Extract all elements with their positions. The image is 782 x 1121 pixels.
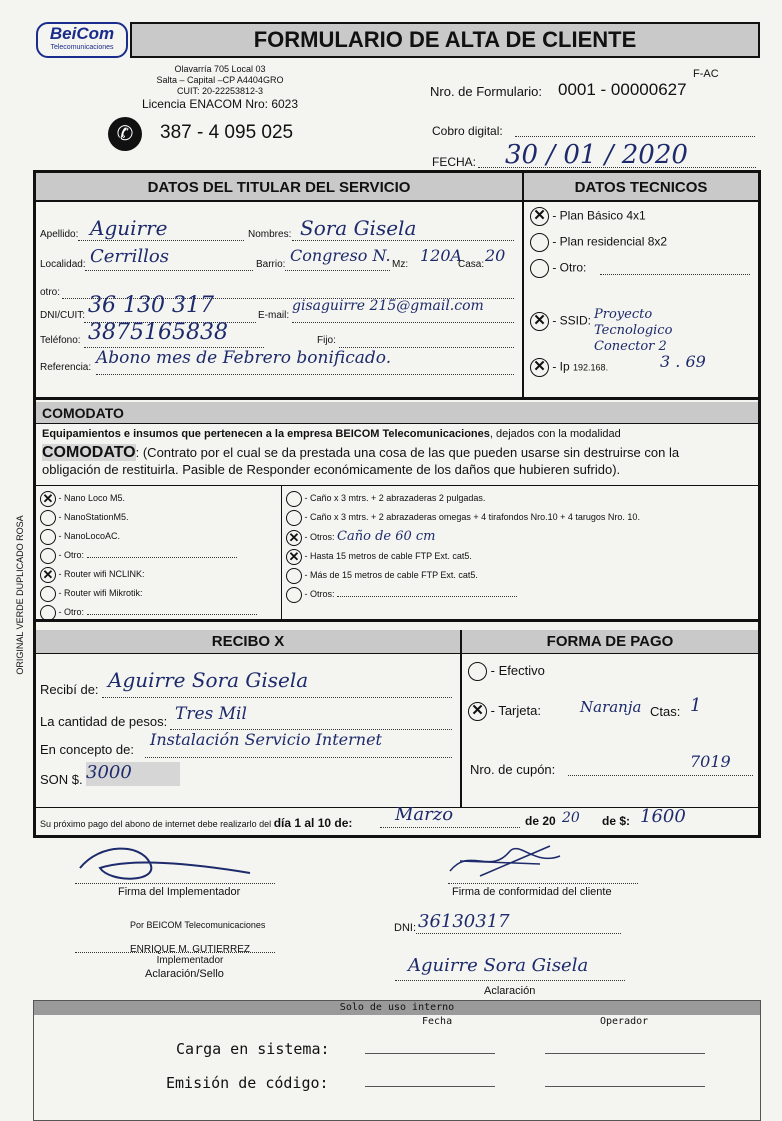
right-otros-option[interactable] bbox=[286, 527, 640, 547]
concepto-field bbox=[145, 757, 452, 758]
implementador-label: Firma del Implementador bbox=[118, 886, 241, 898]
router-nclink-check-icon: ✕ bbox=[40, 567, 56, 583]
nombres-label: Nombres: bbox=[248, 229, 292, 240]
cupon-field bbox=[568, 775, 753, 776]
left-otro-option[interactable] bbox=[40, 546, 257, 565]
comodato-def-1: : (Contrato por el cual se da prestada una cosa de las que pueden usarse sin destruirse con la bbox=[135, 445, 680, 460]
carga-label: Carga en sistema: bbox=[176, 1040, 330, 1058]
address-line-2: Salta – Capital –CP A4404GRO bbox=[156, 75, 284, 85]
comodato-definition bbox=[42, 444, 757, 478]
cliente-line bbox=[448, 883, 638, 884]
dni-label: DNI/CUIT: bbox=[40, 310, 85, 321]
apellido-value[interactable]: Aguirre bbox=[90, 216, 168, 240]
comodato-top-rule bbox=[36, 485, 758, 486]
efectivo-radio-icon bbox=[468, 662, 487, 681]
router-mikrotik-radio-icon bbox=[40, 586, 56, 602]
cano-omegas-radio-icon bbox=[286, 510, 302, 526]
ip-value[interactable]: 3 . 69 bbox=[660, 352, 706, 371]
fecha-value: 30 / 01 / 2020 bbox=[505, 140, 688, 170]
router-nclink-option[interactable] bbox=[40, 565, 257, 584]
proximo-monto-label: de $: bbox=[602, 814, 631, 828]
pesos-label: La cantidad de pesos: bbox=[40, 714, 168, 729]
referencia-value[interactable]: Abono mes de Febrero bonificado. bbox=[96, 348, 392, 368]
dni-value[interactable]: 36 130 317 bbox=[88, 293, 214, 318]
implementador-signature bbox=[70, 838, 270, 888]
emision-operador-field[interactable] bbox=[545, 1086, 705, 1087]
ssid-check-icon: ✕ bbox=[530, 312, 549, 331]
ip-option[interactable] bbox=[530, 358, 608, 377]
email-label: E-mail: bbox=[258, 310, 290, 321]
recibi-value[interactable]: Aguirre Sora Gisela bbox=[108, 668, 309, 692]
mz-value[interactable]: 120A bbox=[420, 246, 463, 265]
tarjeta-value[interactable]: Naranja bbox=[580, 698, 642, 716]
son-label: SON $. bbox=[40, 772, 83, 787]
casa-value[interactable]: 20 bbox=[485, 246, 506, 265]
cano-2pulg-option[interactable] bbox=[286, 489, 640, 508]
plan-residencial-radio-icon bbox=[530, 233, 549, 252]
left-otro2-option[interactable] bbox=[40, 603, 257, 622]
tecnicos-title: DATOS TECNICOS bbox=[574, 179, 708, 196]
titular-title: DATOS DEL TITULAR DEL SERVICIO bbox=[147, 179, 411, 196]
internal-title: Solo de uso interno bbox=[339, 1002, 455, 1013]
nombres-field bbox=[292, 240, 514, 241]
ip-prefix: 192.168. bbox=[573, 362, 609, 373]
apellido-field bbox=[78, 240, 244, 241]
recibi-field bbox=[102, 697, 452, 698]
referencia-label: Referencia: bbox=[40, 362, 92, 373]
tecnico-otro-label: - Otro: bbox=[552, 260, 587, 275]
router-mikrotik-option[interactable] bbox=[40, 584, 257, 603]
cable-15m-label: - Hasta 15 metros de cable FTP Ext. cat5. bbox=[304, 551, 472, 561]
left-otro-label: - Otro: bbox=[58, 550, 85, 560]
cable-15m-option[interactable] bbox=[286, 547, 640, 566]
comodato-right-list bbox=[286, 489, 640, 604]
telefono-label: Teléfono: bbox=[40, 335, 81, 346]
otro-label: otro: bbox=[40, 287, 61, 298]
right-otros2-radio-icon bbox=[286, 587, 302, 603]
nanoloco-m5-label: - Nano Loco M5. bbox=[58, 493, 126, 503]
cliente-label: Firma de conformidad del cliente bbox=[452, 886, 612, 898]
implementador-line bbox=[75, 883, 275, 884]
logo-text: BeiCom bbox=[49, 24, 115, 43]
comodato-def-2: obligación de restituirla. Pasible de Responder económicamente de los daños que hubieren sufrido). bbox=[42, 462, 621, 477]
internal-box bbox=[33, 1000, 761, 1121]
pesos-value[interactable]: Tres Mil bbox=[175, 704, 247, 724]
internal-fecha-label: Fecha bbox=[422, 1016, 453, 1027]
title-bar bbox=[130, 22, 760, 58]
tecnicos-header bbox=[524, 173, 758, 202]
mz-label: Mz: bbox=[392, 259, 409, 270]
fecha-field[interactable] bbox=[478, 167, 756, 168]
nanostation-option[interactable] bbox=[40, 508, 257, 527]
proximo-anio-label: de 20 bbox=[525, 814, 556, 828]
concepto-value[interactable]: Instalación Servicio Internet bbox=[150, 730, 382, 749]
cable-mas15m-option[interactable] bbox=[286, 566, 640, 585]
left-otro2-label: - Otro: bbox=[58, 607, 85, 617]
cable-mas15m-label: - Más de 15 metros de cable FTP Ext. cat5. bbox=[304, 570, 478, 580]
recibi-label: Recibí de: bbox=[40, 682, 99, 697]
localidad-value[interactable]: Cerrillos bbox=[90, 246, 169, 267]
nanolocoac-label: - NanoLocoAC. bbox=[58, 531, 121, 541]
comodato-word: COMODATO bbox=[42, 444, 136, 461]
tarjeta-option[interactable] bbox=[468, 702, 541, 721]
por-beicom: Por BEICOM Telecomunicaciones bbox=[130, 920, 266, 930]
casa-label: Casa: bbox=[458, 259, 485, 270]
ip-label: - Ip bbox=[552, 359, 570, 374]
cobro-field[interactable] bbox=[515, 136, 755, 137]
recibo-header bbox=[36, 630, 460, 654]
localidad-field bbox=[85, 270, 253, 271]
localidad-label: Localidad: bbox=[40, 259, 86, 270]
whatsapp-icon: ✆ bbox=[108, 117, 142, 151]
comodato-header bbox=[36, 402, 758, 424]
barrio-field bbox=[285, 270, 390, 271]
cliente-dni-field bbox=[416, 933, 621, 934]
logo-subtext: Telecomunicaciones bbox=[50, 44, 114, 51]
comodato-intro bbox=[42, 428, 757, 440]
cuit: CUIT: 20-22253812-3 bbox=[176, 86, 264, 96]
nanostation-radio-icon bbox=[40, 510, 56, 526]
aclaracion-sello-label: Aclaración/Sello bbox=[145, 968, 224, 980]
proximo-bold: día 1 al 10 de: bbox=[273, 816, 353, 830]
efectivo-label: - Efectivo bbox=[490, 662, 545, 678]
nanostation-label: - NanoStationM5. bbox=[58, 512, 129, 522]
concepto-label: En concepto de: bbox=[40, 742, 134, 757]
tecnico-otro-field[interactable] bbox=[600, 274, 750, 275]
ctas-value[interactable]: 1 bbox=[690, 695, 702, 716]
telefono-value[interactable]: 3875165838 bbox=[88, 320, 228, 345]
titular-divider bbox=[522, 173, 524, 397]
form-number-label: Nro. de Formulario: bbox=[430, 84, 542, 99]
comodato-intro-rest: , dejados con la modalidad bbox=[489, 428, 621, 440]
titular-header bbox=[36, 173, 522, 202]
router-mikrotik-label: - Router wifi Mikrotik: bbox=[58, 588, 143, 598]
cable-15m-check-icon: ✕ bbox=[286, 549, 302, 565]
proximo-mes-field bbox=[380, 827, 520, 828]
tecnico-otro-option[interactable] bbox=[530, 259, 586, 278]
comodato-title: COMODATO bbox=[42, 405, 124, 421]
tarjeta-label: - Tarjeta: bbox=[490, 702, 541, 718]
left-otro-radio-icon bbox=[40, 548, 56, 564]
tarjeta-check-icon: ✕ bbox=[468, 702, 487, 721]
right-otros-value: Caño de 60 cm bbox=[337, 529, 436, 544]
cano-omegas-option[interactable] bbox=[286, 508, 640, 527]
aclaracion-line bbox=[395, 980, 625, 981]
cable-mas15m-radio-icon bbox=[286, 568, 302, 584]
referencia-field bbox=[96, 374, 514, 375]
ssid-option[interactable] bbox=[530, 312, 591, 331]
right-otros2-option[interactable] bbox=[286, 585, 640, 604]
nanoloco-m5-check-icon: ✕ bbox=[40, 491, 56, 507]
email-field bbox=[292, 322, 514, 323]
proximo-anio[interactable]: 20 bbox=[562, 810, 580, 826]
cliente-dni[interactable]: 36130317 bbox=[418, 911, 510, 932]
ssid-value[interactable]: Proyecto Tecnologico Conector 2 bbox=[594, 307, 673, 354]
cliente-signature bbox=[440, 836, 570, 886]
recibo-title: RECIBO X bbox=[211, 633, 285, 650]
emision-label: Emisión de código: bbox=[166, 1074, 329, 1092]
nombres-value[interactable]: Sora Gisela bbox=[300, 216, 417, 240]
aclaracion-name[interactable]: Aguirre Sora Gisela bbox=[408, 955, 589, 976]
address-line-1: Olavarría 705 Local 03 bbox=[174, 64, 266, 74]
ctas-label: Ctas: bbox=[650, 704, 681, 719]
cliente-dni-label: DNI: bbox=[394, 922, 416, 934]
emision-fecha-field[interactable] bbox=[365, 1086, 495, 1087]
logo bbox=[36, 22, 128, 58]
left-otro2-radio-icon bbox=[40, 605, 56, 621]
phone-number: 387 - 4 095 025 bbox=[160, 122, 294, 143]
stamp-role: Implementador bbox=[156, 955, 224, 966]
proximo-label bbox=[40, 816, 352, 830]
router-nclink-label: - Router wifi NCLINK: bbox=[58, 569, 145, 579]
cupon-value[interactable]: 7019 bbox=[690, 752, 731, 771]
proximo-monto[interactable]: 1600 bbox=[640, 806, 686, 827]
internal-header bbox=[34, 1001, 760, 1015]
page-title: FORMULARIO DE ALTA DE CLIENTE bbox=[253, 27, 637, 52]
licencia: Licencia ENACOM Nro: 6023 bbox=[141, 97, 299, 111]
comodato-mid-rule bbox=[281, 485, 282, 619]
stamp bbox=[130, 944, 250, 966]
fecha-label: FECHA: bbox=[432, 155, 477, 169]
recibo-divider bbox=[460, 630, 462, 808]
proximo-mes[interactable]: Marzo bbox=[395, 804, 454, 825]
stamp-name: ENRIQUE M. GUTIERREZ bbox=[130, 944, 251, 955]
pago-title: FORMA DE PAGO bbox=[546, 633, 674, 650]
cupon-label: Nro. de cupón: bbox=[470, 762, 556, 777]
barrio-value[interactable]: Congreso N. bbox=[290, 246, 391, 265]
nanoloco-m5-option[interactable] bbox=[40, 489, 257, 508]
tecnico-otro-radio-icon bbox=[530, 259, 549, 278]
son-value[interactable]: 3000 bbox=[86, 762, 180, 786]
plan-residencial-option[interactable] bbox=[530, 233, 667, 252]
form-code: F-AC bbox=[693, 68, 719, 80]
carga-operador-field[interactable] bbox=[545, 1053, 705, 1054]
efectivo-option[interactable] bbox=[468, 662, 545, 681]
carga-fecha-field[interactable] bbox=[365, 1053, 495, 1054]
form-number: 0001 - 00000627 bbox=[558, 80, 687, 99]
cobro-label: Cobro digital: bbox=[432, 124, 503, 138]
internal-operador-label: Operador bbox=[600, 1016, 649, 1027]
plan-basico-option[interactable] bbox=[530, 207, 646, 226]
plan-basico-label: - Plan Básico 4x1 bbox=[552, 208, 646, 223]
nanolocoac-radio-icon bbox=[40, 529, 56, 545]
right-otros-check-icon: ✕ bbox=[286, 530, 302, 546]
plan-basico-check-icon: ✕ bbox=[530, 207, 549, 226]
apellido-label: Apellido: bbox=[40, 229, 79, 240]
right-otros-label: - Otros: bbox=[304, 532, 335, 542]
cano-2pulg-radio-icon bbox=[286, 491, 302, 507]
comodato-left-list bbox=[40, 489, 257, 622]
fijo-label: Fijo: bbox=[317, 335, 336, 346]
barrio-label: Barrio: bbox=[256, 259, 286, 270]
email-value[interactable]: gisaguirre 215@gmail.com bbox=[292, 298, 484, 314]
comodato-intro-bold: Equipamientos e insumos que pertenecen a la empresa BEICOM Telecomunicaciones bbox=[42, 428, 490, 440]
address-block bbox=[130, 64, 310, 112]
cano-omegas-label: - Caño x 3 mtrs. + 2 abrazaderas omegas + 4 tirafondos Nro.10 + 4 tarugos Nro. 10. bbox=[304, 512, 640, 522]
ip-check-icon: ✕ bbox=[530, 358, 549, 377]
side-copy-label: ORIGINAL VERDE DUPLICADO ROSA bbox=[15, 515, 25, 675]
right-otros2-label: - Otros: bbox=[304, 589, 335, 599]
nanolocoac-option[interactable] bbox=[40, 527, 257, 546]
aclaracion-label: Aclaración bbox=[484, 985, 536, 997]
proximo-text: Su próximo pago del abono de internet debe realizarlo del bbox=[40, 819, 272, 829]
cano-2pulg-label: - Caño x 3 mtrs. + 2 abrazaderas 2 pulgadas. bbox=[304, 493, 486, 503]
pago-header bbox=[462, 630, 758, 654]
plan-residencial-label: - Plan residencial 8x2 bbox=[552, 234, 668, 249]
ssid-label: - SSID: bbox=[552, 313, 592, 328]
